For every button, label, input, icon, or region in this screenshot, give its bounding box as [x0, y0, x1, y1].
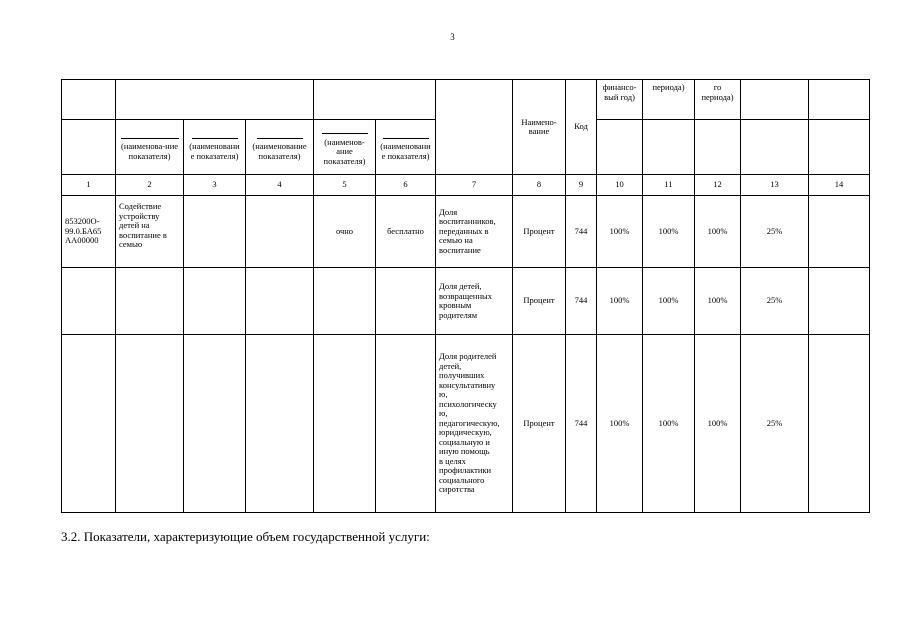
- table-cell: [809, 268, 870, 335]
- header-sub-6: [376, 120, 436, 175]
- header-col12: го периода): [695, 80, 741, 120]
- table-cell: [376, 268, 436, 335]
- column-number: 2: [116, 175, 184, 196]
- table-cell: [809, 335, 870, 513]
- header-sub-4: [246, 120, 314, 175]
- table-cell: [809, 196, 870, 268]
- table-cell: [62, 335, 116, 513]
- value-col11: 100%: [643, 196, 695, 268]
- header-sub-11: [643, 120, 695, 175]
- header-row-top: [62, 80, 870, 120]
- table-cell: [184, 268, 246, 335]
- column-number: 1: [62, 175, 116, 196]
- header-sub-12: [695, 120, 741, 175]
- column-number: 13: [741, 175, 809, 196]
- header-sub-13: [741, 120, 809, 175]
- sub-caption: (наименов- ание показателя): [323, 136, 366, 166]
- indicator-name: Доля воспитанников, переданных в семью на воспитание: [436, 196, 513, 268]
- column-number: 11: [643, 175, 695, 196]
- value-col12: 100%: [695, 335, 741, 513]
- column-number: 12: [695, 175, 741, 196]
- column-number: 10: [597, 175, 643, 196]
- table-cell: [246, 268, 314, 335]
- header-sub-5: [314, 120, 376, 175]
- column-number: 14: [809, 175, 870, 196]
- header-cell-7: [436, 80, 513, 175]
- unit-name: Процент: [513, 196, 566, 268]
- table-cell: [246, 335, 314, 513]
- unit-name: Процент: [513, 335, 566, 513]
- column-number: 8: [513, 175, 566, 196]
- header-col10: финансо- вый год): [597, 80, 643, 120]
- page-number: 3: [450, 32, 455, 42]
- header-sub-3: [184, 120, 246, 175]
- blank-line: [322, 133, 368, 134]
- header-group-content: [116, 80, 314, 120]
- table-row: [62, 196, 870, 268]
- header-cell-14: [809, 80, 870, 120]
- table-cell: [376, 335, 436, 513]
- table-cell: [246, 196, 314, 268]
- table-cell: [62, 268, 116, 335]
- sub-caption: (наименовани е показателя): [189, 141, 240, 161]
- header-kod: Код: [566, 80, 597, 175]
- header-sub-10: [597, 120, 643, 175]
- table-cell: [314, 268, 376, 335]
- header-sub-2: [116, 120, 184, 175]
- service-content: Содействие устройству детей на воспитание в семью: [116, 196, 184, 268]
- blank-line: [383, 138, 429, 139]
- table-cell: [314, 335, 376, 513]
- value-col11: 100%: [643, 335, 695, 513]
- unit-code: 744: [566, 335, 597, 513]
- header-cell-1: [62, 80, 116, 120]
- payment-condition: бесплатно: [376, 196, 436, 268]
- table-row: [62, 335, 870, 513]
- indicator-name: Доля детей, возвращенных кровным родителям: [436, 268, 513, 335]
- registry-code: 853200О- 99.0.БА65 АА00000: [62, 196, 116, 268]
- header-group-conditions: [314, 80, 436, 120]
- column-number: 9: [566, 175, 597, 196]
- blank-line: [257, 138, 303, 139]
- value-col13: 25%: [741, 196, 809, 268]
- column-number: 3: [184, 175, 246, 196]
- header-naimenovanie: Наимено- вание: [513, 80, 566, 175]
- value-col11: 100%: [643, 268, 695, 335]
- header-sub-14: [809, 120, 870, 175]
- header-col11: периода): [643, 80, 695, 120]
- form-of-delivery: очно: [314, 196, 376, 268]
- table-cell: [184, 196, 246, 268]
- value-col12: 100%: [695, 268, 741, 335]
- indicators-table: [61, 79, 870, 513]
- value-col12: 100%: [695, 196, 741, 268]
- value-col13: 25%: [741, 335, 809, 513]
- column-number: 4: [246, 175, 314, 196]
- value-col10: 100%: [597, 196, 643, 268]
- indicator-name: Доля родителей детей, получивших консультативну ю, психологическу ю, педагогическую, юридическую, социальную и иную помощь в целях профилактики социального сиротства: [436, 335, 513, 513]
- column-number-row: [62, 175, 870, 196]
- column-number: 7: [436, 175, 513, 196]
- table-cell: [116, 268, 184, 335]
- value-col13: 25%: [741, 268, 809, 335]
- sub-caption: (наименование показателя): [252, 141, 307, 161]
- section-heading: 3.2. Показатели, характеризующие объем государственной услуги:: [61, 529, 430, 544]
- unit-code: 744: [566, 268, 597, 335]
- column-number: 6: [376, 175, 436, 196]
- table-cell: [184, 335, 246, 513]
- unit-name: Процент: [513, 268, 566, 335]
- table-cell: [116, 335, 184, 513]
- column-number: 5: [314, 175, 376, 196]
- value-col10: 100%: [597, 268, 643, 335]
- sub-caption: (наименовани е показателя): [380, 141, 431, 161]
- header-cell-13: [741, 80, 809, 120]
- blank-line: [121, 138, 179, 139]
- header-sub-1: [62, 120, 116, 175]
- value-col10: 100%: [597, 335, 643, 513]
- sub-caption: (наименова-ние показателя): [120, 141, 179, 161]
- table-row: [62, 268, 870, 335]
- unit-code: 744: [566, 196, 597, 268]
- blank-line: [192, 138, 238, 139]
